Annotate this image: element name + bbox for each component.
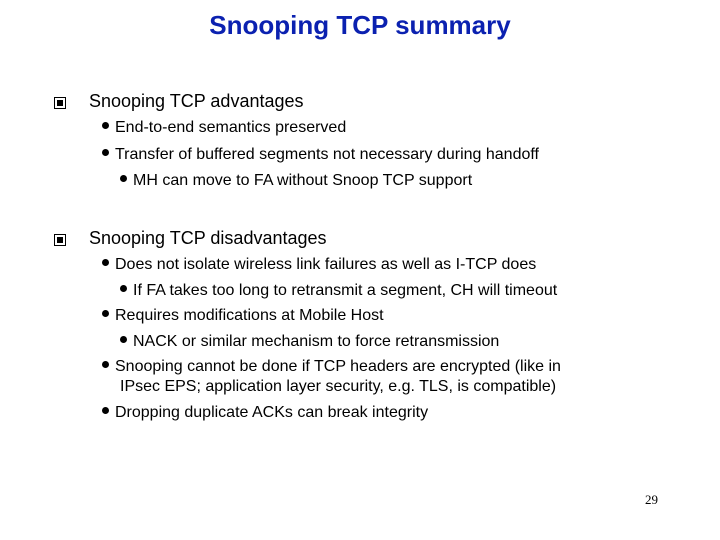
disadvantage-text: Requires modifications at Mobile Host bbox=[115, 307, 384, 324]
disadvantage-text: NACK or similar mechanism to force retransmission bbox=[133, 333, 500, 350]
bullet-dot-icon bbox=[120, 285, 127, 292]
bullet-dot-icon bbox=[102, 361, 109, 368]
disadvantage-text: If FA takes too long to retransmit a segment, CH will timeout bbox=[133, 282, 558, 299]
slide-title: Snooping TCP summary bbox=[209, 10, 511, 40]
disadvantage-item bbox=[102, 306, 384, 326]
disadvantage-item bbox=[102, 403, 428, 423]
bullet-dot-icon bbox=[120, 336, 127, 343]
disadvantage-subitem bbox=[120, 281, 557, 301]
disadvantage-text: Snooping cannot be done if TCP headers are encrypted (like in bbox=[115, 358, 561, 375]
disadvantage-item bbox=[102, 357, 561, 377]
advantage-item bbox=[102, 118, 346, 138]
advantage-text: End-to-end semantics preserved bbox=[115, 119, 347, 136]
disadvantage-text: IPsec EPS; application layer security, e.g. TLS, is compatible) bbox=[120, 378, 557, 395]
disadvantage-text: Does not isolate wireless link failures as well as I-TCP does bbox=[115, 256, 537, 273]
advantage-text: Transfer of buffered segments not necessary during handoff bbox=[115, 146, 539, 163]
disadvantage-item bbox=[102, 255, 536, 275]
bullet-dot-icon bbox=[102, 122, 109, 129]
square-bullet-icon bbox=[54, 97, 66, 109]
bullet-dot-icon bbox=[102, 149, 109, 156]
bullet-dot-icon bbox=[102, 310, 109, 317]
page-number: 29 bbox=[645, 492, 658, 507]
bullet-dot-icon bbox=[102, 259, 109, 266]
advantage-text: MH can move to FA without Snoop TCP support bbox=[133, 172, 473, 189]
disadvantage-subitem bbox=[120, 332, 499, 352]
bullet-dot-icon bbox=[102, 407, 109, 414]
advantages-heading: Snooping TCP advantages bbox=[89, 91, 304, 111]
advantage-subitem bbox=[120, 171, 472, 191]
disadvantage-text: Dropping duplicate ACKs can break integrity bbox=[115, 404, 429, 421]
disadvantage-item-continuation bbox=[120, 377, 556, 397]
bullet-dot-icon bbox=[120, 175, 127, 182]
disadvantages-heading: Snooping TCP disadvantages bbox=[89, 228, 327, 248]
advantage-item bbox=[102, 145, 539, 165]
square-bullet-icon bbox=[54, 234, 66, 246]
